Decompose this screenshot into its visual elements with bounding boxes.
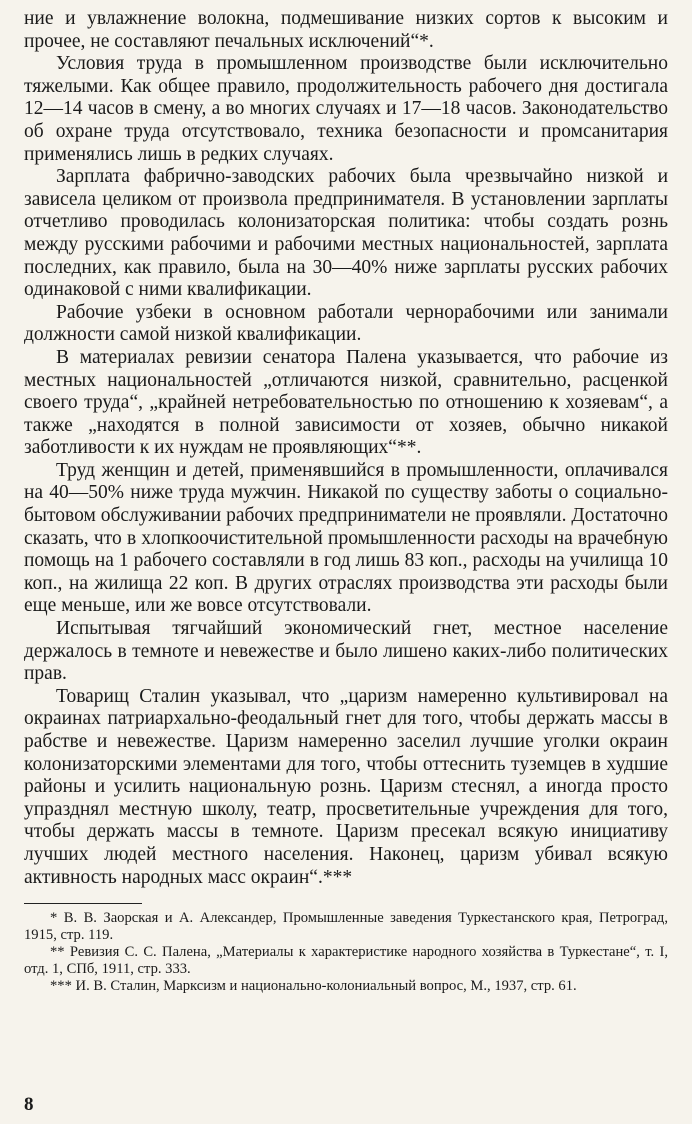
paragraph-stalin-quote: Товарищ Сталин указывал, что „царизм намеренно культивировал на окраинах патриархально-феодальный гнет для того, чтобы держать массы в рабстве и невежестве. Царизм намеренно заселил лучшие уголки окраин колонизаторскими элементами для того, чтобы оттеснить туземцев в худшие районы и усилить национальную рознь. Царизм стеснял, а иногда просто упразднял местную школу, театр, просветительные учреждения для того, чтобы держать массы в темноте. Царизм пресекал всякую инициативу лучших людей местного населения. Наконец, царизм убивал всякую активность народных масс окраин“.*** [24, 685, 668, 888]
paragraph-oppression: Испытывая тягчайший экономический гнет, местное население держалось в темноте и невежестве и было лишено каких-либо политических прав. [24, 618, 668, 685]
paragraph-working-conditions: Условия труда в промышленном производстве были исключительно тяжелыми. Как общее правило, продолжительность рабочего дня достигала 12—14 часов в смену, а во многих случаях и 17—18 часов. Законодательство об охране труда отсутствовало, техника безопасности и промсанитария применялись лишь в редких случаях. [24, 53, 668, 165]
paragraph-women-children: Труд женщин и детей, применявшийся в промышленности, оплачивался на 40—50% ниже труда мужчин. Никакой по существу заботы о социально-бытовом обслуживании рабочих предприниматели не проявляли. Достаточно сказать, что в хлопкоочистительной промышленности расходы на врачебную помощь на 1 рабочего составляли в год лишь 83 коп., расходы на училища 10 коп., на жилища 22 коп. В других отраслях производства эти расходы были еще меньше, или же вовсе отсутствовали. [24, 459, 668, 617]
footnote-divider [24, 903, 142, 904]
footnote-1: * В. В. Заорская и А. Александер, Промышленные заведения Туркестанского края, Петроград, 1915, стр. 119. [24, 910, 668, 944]
footnote-2: ** Ревизия С. С. Палена, „Материалы к характеристике народного хозяйства в Туркестане“, т. I, отд. 1, СПб, 1911, стр. 333. [24, 944, 668, 978]
paragraph-continuation: ние и увлажнение волокна, подмешивание низких сортов к высоким и прочее, не составляют печальных исключений“*. [24, 8, 668, 52]
paragraph-wages: Зарплата фабрично-заводских рабочих была чрезвычайно низкой и зависела целиком от произвола предпринимателя. В установлении зарплаты отчетливо проводилась колонизаторская политика: чтобы создать рознь между русскими рабочими и рабочими местных национальностей, зарплата последних, как правило, была на 30—40% ниже зарплаты русских рабочих одинаковой с ними квалификации. [24, 166, 668, 301]
footnote-3: *** И. В. Сталин, Марксизм и национально-колониальный вопрос, М., 1937, стр. 61. [50, 978, 577, 995]
main-text [24, 8, 668, 889]
footnotes [24, 910, 668, 995]
paragraph-uzbek-workers: Рабочие узбеки в основном работали чернорабочими или занимали должности самой низкой квалификации. [24, 301, 668, 346]
paragraph-palen-revision: В материалах ревизии сенатора Палена указывается, что рабочие из местных национальностей „отличаются низкой, сравнительно, расценкой своего труда“, „крайней нетребовательностью по отношению к хозяевам“, а также „находятся в полной зависимости от хозяев, обычно никакой заботливости к их нуждам не проявляющих“**. [24, 346, 668, 459]
page-number: 8 [24, 1094, 34, 1115]
